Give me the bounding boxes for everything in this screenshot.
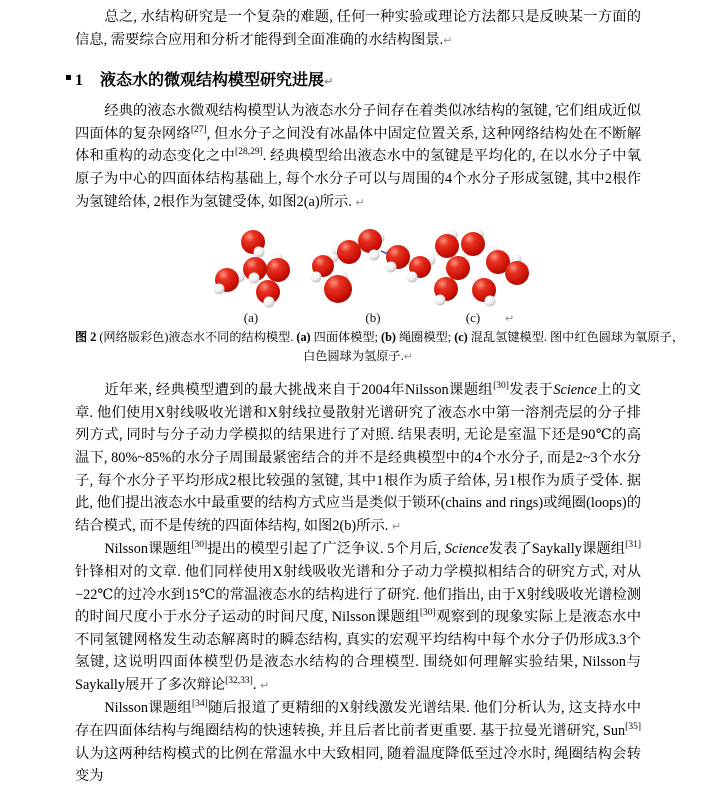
paragraph-followup-studies: Nilsson课题组[34]随后报道了更精细的X射线激发光谱结果. 他们分析认为, 这支持水中存在四面体结构与绳圈结构的快速转换, 并且后者比前者更重要. 基于拉曼光谱研究, Sun[35]认为这两种结构模式的比例在常温水中大致相同, 随着温度降低至过冷水时, 绳圈结构会转变为 xyxy=(75,699,641,785)
water-cluster-b xyxy=(311,229,411,303)
section-title: 液态水的微观结构模型研究进展 xyxy=(100,72,325,90)
section-number: 1 xyxy=(75,72,83,90)
paragraph-nilsson-2004: 近年来, 经典模型遭到的最大挑战来自于2004年Nilsson课题组[30]发表于Science上的文章. 他们使用X射线吸收光谱和X射线拉曼散射光谱研究了液态水中第一溶剂壳层的分子排列方式, 同时与分子动力学模拟的结果进行了对照. 结果表明, 无论是室温下还是90℃的高温下, 80%~85%的水分子周围最紧密结合的并不是经典模型中的4个水分子, 而是2~3个水分子, 每个水分子平均形成2根比较强的氢键, 其中1根作为质子给体, 另1根作为质子受体. 据此, 他们提出液态水中最重要的结构方式应当是类似于锁环(chains and rings)或绳圈(loops)的结合模式, 而不是传统的四面体结构, 如图2(b)所示. ↵ xyxy=(75,381,642,534)
paragraph-mark: ↵ xyxy=(324,75,334,89)
section-heading xyxy=(66,67,641,90)
figure-2-caption xyxy=(75,328,685,366)
paragraph-classic-model: 经典的液态水微观结构模型认为液态水分子间存在着类似冰结构的氢键, 它们组成近似四面体的复杂网络[27], 但水分子之间没有冰晶体中固定位置关系, 这种网络结构处在不断解体和重构的动态变化之中[28,29]. 经典模型给出液态水中的氢键是平均化的, 在以水分子中氧原子为中心的四面体结构基础上, 每个水分子可以与周围的4个水分子形成氢键, 其中2根作为氢键给体, 2根作为氢键受体, 如图2(a)所示. ↵ xyxy=(75,103,642,210)
water-cluster-c xyxy=(407,229,530,307)
figure-label-b: (b) xyxy=(365,310,381,326)
figure-2-caption-line2: 白色圆球为氢原子.↵ xyxy=(303,348,413,363)
figure-label-a: (a) xyxy=(243,310,259,326)
figure-label-c: (c) xyxy=(465,310,481,326)
water-structure-models-image xyxy=(75,222,641,326)
paragraph-saykally-debate: Nilsson课题组[30]提出的模型引起了广泛争议. 5个月后, Science发表了Saykally课题组[31]针锋相对的文章. 他们同样使用X射线吸收光谱和分子动力学模拟相结合的研究方式, 对从−22℃的过冷水到15℃的常温液态水的结构进行了研究. 他们指出, 由于X射线吸收光谱检测的时间尺度小于水分子运动的时间尺度, Nilsson课题组[30]观察到的现象实际上是液态水中不同氢键网格发生动态解离时的瞬态结构, 真实的宏观平均结构中每个水分子仍形成3.3个氢键, 这说明四面体模型仍是液态水结构的合理模型. 围绕如何理解实验结果, Nilsson与Saykally展开了多次辩论[32,33]. ↵ xyxy=(75,540,642,693)
figure-2-caption-line1: 图 2 (网络版彩色)液态水不同的结构模型. (a) 四面体模型; (b) 绳圈模型; (c) 混乱氢键模型. 图中红色圆球为氧原子， xyxy=(75,330,685,345)
paragraph-summary: 总之, 水结构研究是一个复杂的难题, 任何一种实验或理论方法都只是反映某一方面的信息, 需要综合应用和分析才能得到全面准确的水结构图景.↵ xyxy=(75,9,641,48)
heading-bullet-square-icon xyxy=(66,75,71,80)
figure-2 xyxy=(75,222,685,366)
paragraph-mark: ↵ xyxy=(505,312,515,326)
water-cluster-a xyxy=(214,230,291,308)
